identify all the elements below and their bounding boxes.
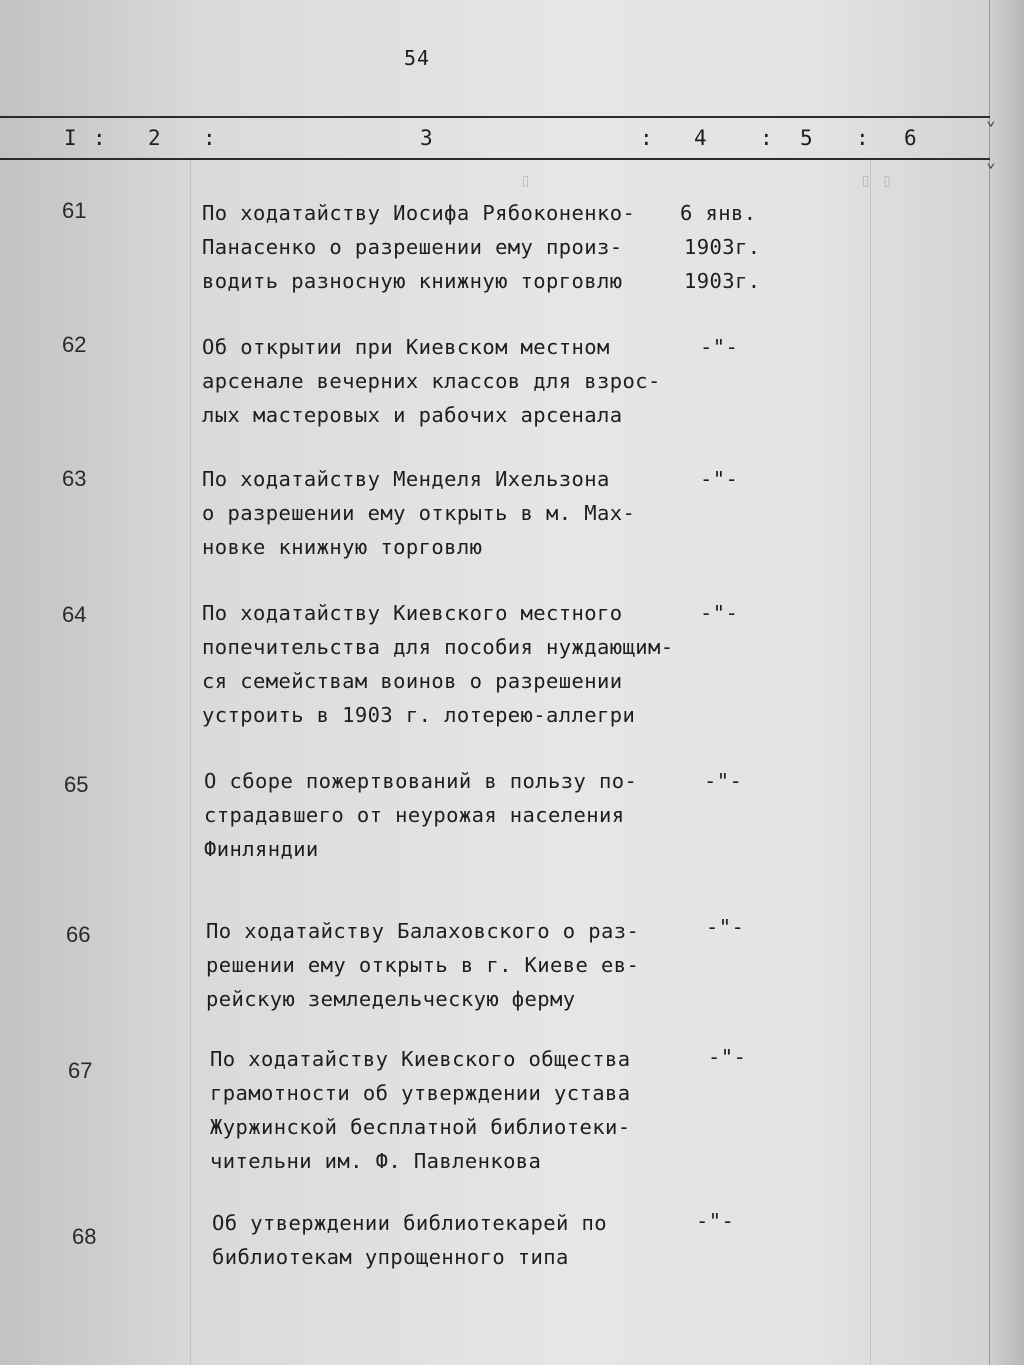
entry-date: -"- bbox=[706, 915, 745, 939]
entry-date: 6 янв. bbox=[680, 201, 757, 225]
entry-number: 65 bbox=[64, 772, 89, 797]
entry-line: библиотекам упрощенного типа bbox=[212, 1245, 569, 1269]
column-header-separator: : bbox=[203, 126, 216, 150]
entry-number: 68 bbox=[72, 1224, 97, 1249]
column-header-separator: : bbox=[640, 126, 653, 150]
entry-line: страдавшего от неурожая населения bbox=[204, 803, 625, 827]
column-header-2: 2 bbox=[148, 126, 161, 150]
column-header-6: 6 bbox=[904, 126, 917, 150]
entry-line: водить разносную книжную торговлю bbox=[202, 269, 623, 293]
page-number: 54 bbox=[404, 46, 431, 70]
header-top-rule bbox=[0, 116, 990, 118]
entry-line: Об открытии при Киевском местном bbox=[202, 335, 610, 359]
entry-line: лых мастеровых и рабочих арсенала bbox=[202, 403, 623, 427]
entry-line: О сборе пожертвований в пользу по- bbox=[204, 769, 638, 793]
entry-line: грамотности об утверждении устава bbox=[210, 1081, 631, 1105]
column-header-4: 4 bbox=[694, 126, 707, 150]
entry-line: арсенале вечерних классов для взрос- bbox=[202, 369, 661, 393]
entry-line: новке книжную торговлю bbox=[202, 535, 483, 559]
column-header-1: I bbox=[64, 126, 77, 150]
entry-date: -"- bbox=[696, 1209, 735, 1233]
entry-line: о разрешении ему открыть в м. Мах- bbox=[202, 501, 636, 525]
entry-date: -"- bbox=[700, 335, 739, 359]
column-divider bbox=[870, 160, 871, 1365]
entry-date: 1903г. bbox=[684, 269, 761, 293]
entry-number: 61 bbox=[62, 198, 87, 223]
entry-line: Журжинской бесплатной библиотеки- bbox=[210, 1115, 631, 1139]
entry-number: 67 bbox=[68, 1058, 93, 1083]
entry-line: По ходатайству Балаховского о раз- bbox=[206, 919, 640, 943]
entry-line: Финляндии bbox=[204, 837, 319, 861]
entry-date: -"- bbox=[700, 467, 739, 491]
column-header-separator: : bbox=[93, 126, 106, 150]
entry-number: 64 bbox=[62, 602, 87, 627]
column-header-separator: : bbox=[760, 126, 773, 150]
entry-line: Об утверждении библиотекарей по bbox=[212, 1211, 608, 1235]
column-header-separator: : bbox=[856, 126, 869, 150]
entry-line: По ходатайству Иосифа Рябоконенко- bbox=[202, 201, 636, 225]
rule-end-mark-icon: ⌄ bbox=[986, 110, 996, 129]
entry-line: По ходатайству Менделя Ихельзона bbox=[202, 467, 610, 491]
column-header-5: 5 bbox=[800, 126, 813, 150]
entry-number: 66 bbox=[66, 922, 91, 947]
entry-number: 62 bbox=[62, 332, 87, 357]
entry-line: попечительства для пособия нуждающим- bbox=[202, 635, 674, 659]
header-bottom-rule bbox=[0, 158, 990, 160]
entry-line: решении ему открыть в г. Киеве ев- bbox=[206, 953, 640, 977]
entry-line: чительни им. Ф. Павленкова bbox=[210, 1149, 542, 1173]
next-sheet-edge bbox=[989, 0, 1024, 1365]
entry-date: -"- bbox=[708, 1045, 747, 1069]
entry-line: ся семействам воинов о разрешении bbox=[202, 669, 623, 693]
entry-number: 63 bbox=[62, 466, 87, 491]
entry-line: Панасенко о разрешении ему произ- bbox=[202, 235, 623, 259]
entry-line: рейскую земледельческую ферму bbox=[206, 987, 576, 1011]
entry-line: устроить в 1903 г. лотерею-аллегри bbox=[202, 703, 636, 727]
entry-line: По ходатайству Киевского местного bbox=[202, 601, 623, 625]
rule-end-mark-icon: ⌄ bbox=[986, 152, 996, 171]
entry-line: По ходатайству Киевского общества bbox=[210, 1047, 631, 1071]
entry-date: 1903г. bbox=[684, 235, 761, 259]
column-header-3: 3 bbox=[420, 126, 433, 150]
entry-date: -"- bbox=[704, 769, 743, 793]
entry-date: -"- bbox=[700, 601, 739, 625]
bleed-through-mark: ▯ ▯ bbox=[860, 170, 893, 191]
column-divider bbox=[190, 160, 191, 1365]
bleed-through-mark: ▯ bbox=[520, 170, 531, 191]
